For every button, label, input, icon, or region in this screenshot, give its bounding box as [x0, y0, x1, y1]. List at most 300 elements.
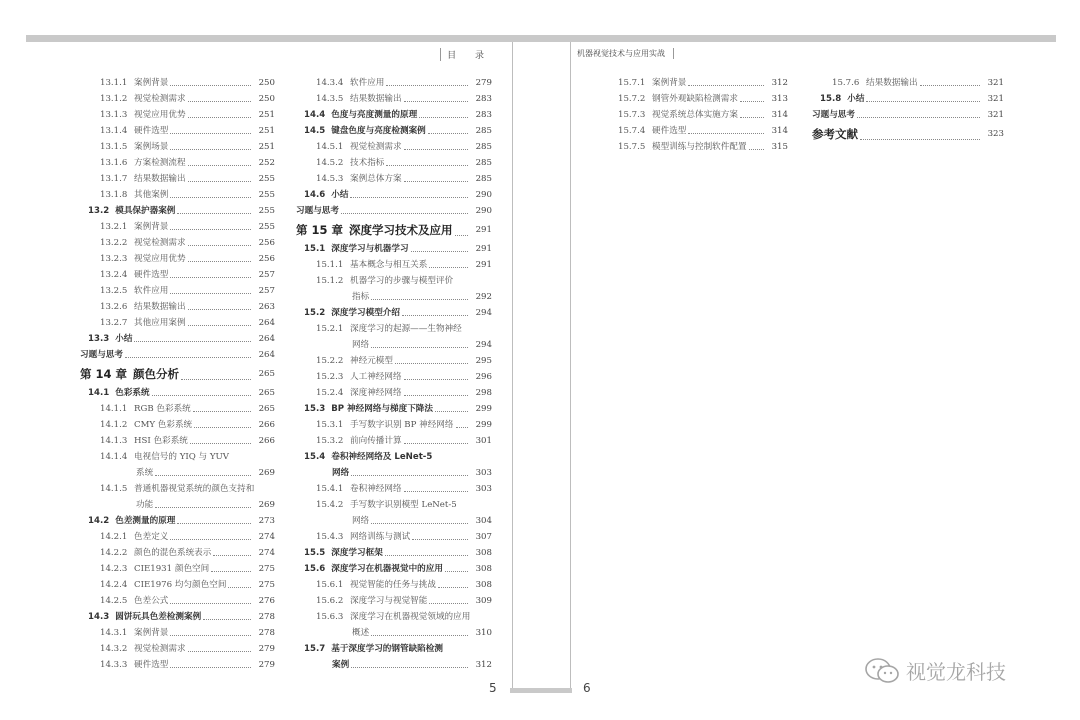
- leader-dots: [404, 443, 468, 444]
- toc-entry: [80, 347, 275, 363]
- toc-page: 257: [258, 286, 275, 296]
- toc-number: 15.7: [304, 644, 326, 654]
- leader-dots: [194, 427, 251, 428]
- toc-number: 15.1.1: [316, 260, 344, 270]
- toc-page: 296: [475, 372, 492, 382]
- leader-dots: [170, 603, 251, 604]
- toc-page: 279: [258, 660, 275, 670]
- toc-title: 视觉检测需求: [134, 94, 186, 104]
- toc-title: 网络: [352, 516, 370, 526]
- toc-number: 13.3: [88, 334, 110, 344]
- leader-dots: [170, 229, 251, 230]
- toc-number: 13.1.1: [100, 78, 128, 88]
- toc-column-1: [80, 75, 275, 673]
- book-gutter: [513, 42, 569, 692]
- toc-entry: [296, 203, 492, 219]
- toc-page: 308: [475, 548, 492, 558]
- leader-dots: [438, 587, 468, 588]
- toc-title: 案例总体方案: [350, 174, 402, 184]
- leader-dots: [920, 85, 980, 86]
- toc-entry: [80, 171, 275, 187]
- leader-dots: [395, 363, 468, 364]
- toc-title: 概述: [352, 628, 370, 638]
- toc-entry: [80, 609, 275, 625]
- toc-entry: [598, 107, 788, 123]
- toc-title: 深度学习框架: [331, 548, 383, 558]
- toc-number: 15.2.4: [316, 388, 344, 398]
- toc-entry: [598, 75, 788, 91]
- toc-title: 深度神经网络: [350, 388, 402, 398]
- toc-number: 15.4: [304, 452, 326, 462]
- toc-entry-continued: [296, 289, 492, 305]
- toc-title: 结果数据输出: [134, 302, 186, 312]
- toc-page: 295: [475, 356, 492, 366]
- top-gray-bar: [26, 35, 1056, 42]
- toc-page: 298: [475, 388, 492, 398]
- leader-dots: [429, 267, 468, 268]
- toc-number: 15.2: [304, 308, 326, 318]
- toc-page: 283: [475, 94, 492, 104]
- toc-number: 15.7.5: [618, 142, 646, 152]
- toc-page: 303: [475, 484, 492, 494]
- leader-dots: [385, 555, 468, 556]
- toc-title: 深度学习在机器视觉领域的应用: [350, 612, 471, 622]
- toc-number: 15.4.3: [316, 532, 344, 542]
- toc-title: 深度学习在机器视觉中的应用: [331, 564, 443, 574]
- leader-dots: [155, 475, 251, 476]
- toc-entry: [296, 401, 492, 417]
- toc-entry: [80, 593, 275, 609]
- toc-entry: [296, 353, 492, 369]
- toc-number: 15.7.1: [618, 78, 646, 88]
- toc-title: 软件应用: [350, 78, 385, 88]
- toc-number: 14.3: [88, 612, 110, 622]
- toc-page: 308: [475, 564, 492, 574]
- toc-page: 313: [771, 94, 788, 104]
- toc-title: 网络训练与测试: [350, 532, 411, 542]
- toc-entry: [80, 107, 275, 123]
- toc-entry: [80, 641, 275, 657]
- toc-number: 13.1.3: [100, 110, 128, 120]
- toc-number: 第 14 章: [80, 367, 128, 381]
- toc-page: 283: [475, 110, 492, 120]
- toc-entry: [80, 203, 275, 219]
- toc-number: 13.1.6: [100, 158, 128, 168]
- toc-number: 14.1.3: [100, 436, 128, 446]
- toc-entry: [80, 123, 275, 139]
- toc-entry: [80, 139, 275, 155]
- toc-title: 视觉检测需求: [134, 644, 186, 654]
- toc-entry: [296, 171, 492, 187]
- toc-page: 312: [475, 660, 492, 670]
- toc-entry: [296, 497, 492, 513]
- toc-title: 视觉系统总体实施方案: [652, 110, 738, 120]
- leader-dots: [170, 667, 251, 668]
- toc-number: 14.1.2: [100, 420, 128, 430]
- leader-dots: [134, 341, 251, 342]
- leader-dots: [404, 101, 468, 102]
- toc-entry: [598, 139, 788, 155]
- toc-title: 电视信号的 YIQ 与 YUV: [134, 452, 229, 462]
- toc-page: 255: [258, 190, 275, 200]
- toc-entry: [296, 155, 492, 171]
- leader-dots: [170, 293, 251, 294]
- toc-title: CMY 色彩系统: [134, 420, 193, 430]
- toc-title: 深度学习与视觉智能: [350, 596, 428, 606]
- toc-title: 颜色的混色系统表示: [134, 548, 212, 558]
- leader-dots: [170, 133, 251, 134]
- toc-entry: [80, 75, 275, 91]
- toc-page: 310: [475, 628, 492, 638]
- toc-entry: [80, 545, 275, 561]
- toc-page: 269: [258, 468, 275, 478]
- toc-title: 机器学习的步骤与模型评价: [350, 276, 454, 286]
- toc-number: 第 15 章: [296, 223, 344, 237]
- toc-title: 普通机器视觉系统的颜色支持和: [134, 484, 255, 494]
- leader-dots: [188, 651, 251, 652]
- leader-dots: [177, 523, 251, 524]
- toc-page: 250: [258, 78, 275, 88]
- toc-page: 275: [258, 580, 275, 590]
- toc-title: HSI 色彩系统: [134, 436, 188, 446]
- toc-page: 278: [258, 612, 275, 622]
- toc-entry: [296, 75, 492, 91]
- toc-page: 274: [258, 548, 275, 558]
- toc-entry: [80, 267, 275, 283]
- toc-number: 13.2.1: [100, 222, 128, 232]
- toc-number: 13.2.5: [100, 286, 128, 296]
- toc-title: 案例场景: [134, 142, 169, 152]
- toc-title: 小结: [115, 334, 133, 344]
- toc-number: 15.2.1: [316, 324, 344, 334]
- toc-page: 264: [258, 334, 275, 344]
- toc-title: 视觉检测需求: [134, 238, 186, 248]
- toc-page: 251: [258, 110, 275, 120]
- toc-number: 14.1: [88, 388, 110, 398]
- toc-entry: [296, 433, 492, 449]
- toc-title: 视觉应用优势: [134, 254, 186, 264]
- toc-title: 习题与思考: [80, 350, 123, 360]
- toc-entry: [296, 241, 492, 257]
- toc-title: 硬件选型: [652, 126, 687, 136]
- toc-entry: [296, 561, 492, 577]
- toc-page: 251: [258, 142, 275, 152]
- toc-page: 276: [258, 596, 275, 606]
- toc-title: 小结: [847, 94, 865, 104]
- toc-page: 321: [987, 110, 1004, 120]
- toc-number: 15.3: [304, 404, 326, 414]
- toc-title: 神经元模型: [350, 356, 393, 366]
- toc-title: 系统: [136, 468, 154, 478]
- toc-chapter: [296, 219, 492, 241]
- toc-entry: [80, 219, 275, 235]
- toc-page: 265: [258, 369, 275, 379]
- toc-title: 硬件选型: [134, 126, 169, 136]
- toc-page: 323: [987, 129, 1004, 139]
- toc-title: 案例背景: [652, 78, 687, 88]
- toc-title: 软件应用: [134, 286, 169, 296]
- toc-page: 321: [987, 94, 1004, 104]
- toc-number: 13.1.2: [100, 94, 128, 104]
- toc-entry: [296, 139, 492, 155]
- toc-number: 15.3.1: [316, 420, 344, 430]
- toc-entry: [296, 123, 492, 139]
- toc-number: 13.2.7: [100, 318, 128, 328]
- toc-title: 卷积神经网络及 LeNet-5: [331, 452, 433, 462]
- leader-dots: [386, 85, 468, 86]
- leader-dots: [188, 165, 251, 166]
- toc-title: 视觉应用优势: [134, 110, 186, 120]
- toc-number: 15.1.2: [316, 276, 344, 286]
- toc-page: 266: [258, 420, 275, 430]
- toc-title: 技术指标: [350, 158, 385, 168]
- leader-dots: [455, 235, 468, 236]
- toc-page: 264: [258, 318, 275, 328]
- toc-number: 14.2.3: [100, 564, 128, 574]
- toc-number: 14.2.2: [100, 548, 128, 558]
- leader-dots: [429, 603, 468, 604]
- toc-number: 15.8: [820, 94, 842, 104]
- toc-entry: [296, 641, 492, 657]
- toc-title: 案例背景: [134, 628, 169, 638]
- toc-page: 285: [475, 126, 492, 136]
- toc-title: 圆饼玩具色差检测案例: [115, 612, 202, 622]
- toc-entry-continued: [296, 625, 492, 641]
- toc-page: 321: [987, 78, 1004, 88]
- toc-number: 13.2.6: [100, 302, 128, 312]
- toc-number: 13.1.7: [100, 174, 128, 184]
- leader-dots: [740, 101, 764, 102]
- toc-title: 案例: [332, 660, 350, 670]
- toc-title: 网络: [352, 340, 370, 350]
- toc-entry-continued: [296, 465, 492, 481]
- leader-dots: [203, 619, 251, 620]
- toc-page: 309: [475, 596, 492, 606]
- toc-number: 13.1.4: [100, 126, 128, 136]
- leader-dots: [170, 85, 251, 86]
- toc-page: 304: [475, 516, 492, 526]
- toc-title: 基于深度学习的钢管缺陷检测: [331, 644, 443, 654]
- toc-entry: [296, 369, 492, 385]
- toc-page: 265: [258, 388, 275, 398]
- toc-title: 色差公式: [134, 596, 169, 606]
- leader-dots: [404, 491, 468, 492]
- toc-number: 14.3.4: [316, 78, 344, 88]
- toc-entry: [80, 91, 275, 107]
- leader-dots: [866, 101, 980, 102]
- leader-dots: [351, 667, 468, 668]
- toc-number: 15.2.2: [316, 356, 344, 366]
- toc-entry: [80, 315, 275, 331]
- toc-page: 255: [258, 222, 275, 232]
- toc-page: 315: [771, 142, 788, 152]
- toc-title: 案例背景: [134, 222, 169, 232]
- toc-title: 深度学习模型介绍: [331, 308, 400, 318]
- leader-dots: [411, 251, 468, 252]
- toc-title: 功能: [136, 500, 154, 510]
- toc-number: 14.1.1: [100, 404, 128, 414]
- toc-title: 卷积神经网络: [350, 484, 402, 494]
- toc-number: 14.5: [304, 126, 326, 136]
- watermark-text: 视觉龙科技: [906, 660, 1006, 684]
- toc-number: 14.4: [304, 110, 326, 120]
- toc-entry-continued: [296, 513, 492, 529]
- bottom-gray-strip: [510, 688, 572, 693]
- page-number-left: 5: [489, 681, 497, 695]
- toc-page: 257: [258, 270, 275, 280]
- toc-page: 291: [475, 225, 492, 235]
- toc-title: 指标: [352, 292, 370, 302]
- running-header-right: 机器视觉技术与应用实战: [577, 48, 674, 59]
- page-number-right: 6: [583, 681, 591, 695]
- toc-title: 习题与思考: [812, 110, 855, 120]
- leader-dots: [688, 133, 764, 134]
- toc-entry: [80, 299, 275, 315]
- toc-entry: [80, 529, 275, 545]
- toc-entry-continued: [80, 497, 275, 513]
- toc-number: 15.4.1: [316, 484, 344, 494]
- toc-column-3: [598, 75, 788, 155]
- leader-dots: [857, 117, 980, 118]
- toc-title: 手写数字识别模型 LeNet-5: [350, 500, 457, 510]
- toc-number: 14.1.4: [100, 452, 128, 462]
- toc-number: 15.6.3: [316, 612, 344, 622]
- toc-page: 279: [475, 78, 492, 88]
- toc-number: 14.2.5: [100, 596, 128, 606]
- toc-number: 14.6: [304, 190, 326, 200]
- leader-dots: [170, 149, 251, 150]
- toc-number: 15.6: [304, 564, 326, 574]
- running-header-left: 目 录: [440, 48, 498, 61]
- toc-page: 299: [475, 420, 492, 430]
- leader-dots: [188, 325, 251, 326]
- toc-page: 312: [771, 78, 788, 88]
- leader-dots: [228, 587, 251, 588]
- leader-dots: [190, 443, 251, 444]
- toc-entry: [296, 385, 492, 401]
- toc-entry: [598, 91, 788, 107]
- toc-page: 294: [475, 340, 492, 350]
- leader-dots: [350, 197, 468, 198]
- toc-page: 251: [258, 126, 275, 136]
- toc-number: 14.2.1: [100, 532, 128, 542]
- toc-page: 285: [475, 142, 492, 152]
- toc-entry: [598, 123, 788, 139]
- leader-dots: [181, 379, 251, 380]
- toc-title: 硬件选型: [134, 270, 169, 280]
- toc-title: 前向传播计算: [350, 436, 402, 446]
- toc-number: 13.2.3: [100, 254, 128, 264]
- toc-entry: [296, 257, 492, 273]
- toc-title: 模型训练与控制软件配置: [652, 142, 747, 152]
- toc-page: 308: [475, 580, 492, 590]
- toc-page: 263: [258, 302, 275, 312]
- toc-number: 15.7.6: [832, 78, 860, 88]
- toc-entry: [80, 251, 275, 267]
- toc-page: 292: [475, 292, 492, 302]
- leader-dots: [170, 197, 251, 198]
- toc-page: 275: [258, 564, 275, 574]
- toc-entry-continued: [80, 465, 275, 481]
- toc-page: 301: [475, 436, 492, 446]
- toc-entry: [80, 235, 275, 251]
- toc-entry: [812, 75, 1004, 91]
- toc-page: 291: [475, 244, 492, 254]
- leader-dots: [188, 101, 251, 102]
- leader-dots: [170, 539, 251, 540]
- toc-entry: [80, 401, 275, 417]
- leader-dots: [740, 117, 764, 118]
- toc-number: 14.3.3: [100, 660, 128, 670]
- toc-number: 14.2.4: [100, 580, 128, 590]
- toc-entry: [296, 481, 492, 497]
- toc-title: 深度学习的起源——生物神经: [350, 324, 462, 334]
- leader-dots: [155, 507, 251, 508]
- leader-dots: [402, 315, 468, 316]
- toc-number: 15.7.3: [618, 110, 646, 120]
- leader-dots: [371, 347, 468, 348]
- toc-title: 钢管外观缺陷检测需求: [652, 94, 738, 104]
- toc-title: 视觉智能的任务与挑战: [350, 580, 436, 590]
- toc-entry: [812, 91, 1004, 107]
- toc-number: 14.3.5: [316, 94, 344, 104]
- wechat-icon: [864, 657, 900, 685]
- toc-title: CIE1931 颜色空间: [134, 564, 210, 574]
- toc-entry: [296, 593, 492, 609]
- toc-page: 269: [258, 500, 275, 510]
- toc-page: 255: [258, 174, 275, 184]
- toc-page: 273: [258, 516, 275, 526]
- toc-title: CIE1976 均匀颜色空间: [134, 580, 227, 590]
- toc-title: 深度学习与机器学习: [331, 244, 409, 254]
- leader-dots: [193, 411, 251, 412]
- toc-entry: [296, 577, 492, 593]
- leader-dots: [404, 149, 468, 150]
- toc-entry: [80, 155, 275, 171]
- toc-chapter: [80, 363, 275, 385]
- toc-entry: [80, 385, 275, 401]
- toc-number: 15.1: [304, 244, 326, 254]
- leader-dots: [404, 379, 468, 380]
- toc-title: RGB 色彩系统: [134, 404, 191, 414]
- toc-entry: [80, 481, 275, 497]
- toc-page: 256: [258, 238, 275, 248]
- toc-title: 色差测量的原理: [115, 516, 176, 526]
- toc-entry: [80, 417, 275, 433]
- toc-title: BP 神经网络与梯度下降法: [331, 404, 433, 414]
- toc-entry-continued: [296, 337, 492, 353]
- toc-page: 250: [258, 94, 275, 104]
- toc-title: 色彩系统: [115, 388, 150, 398]
- leader-dots: [435, 411, 468, 412]
- leader-dots: [688, 85, 764, 86]
- toc-title: 基本概念与相互关系: [350, 260, 428, 270]
- leader-dots: [456, 427, 469, 428]
- toc-title: 方案检测流程: [134, 158, 186, 168]
- toc-title: 结果数据输出: [866, 78, 918, 88]
- toc-entry-continued: [296, 657, 492, 673]
- toc-number: 14.5.1: [316, 142, 344, 152]
- toc-entry: [296, 449, 492, 465]
- toc-page: 314: [771, 110, 788, 120]
- toc-number: 14.3.1: [100, 628, 128, 638]
- toc-title: 手写数字识别 BP 神经网络: [350, 420, 454, 430]
- leader-dots: [371, 299, 468, 300]
- toc-page: 279: [258, 644, 275, 654]
- toc-page: 274: [258, 532, 275, 542]
- leader-dots: [386, 165, 468, 166]
- leader-dots: [371, 635, 468, 636]
